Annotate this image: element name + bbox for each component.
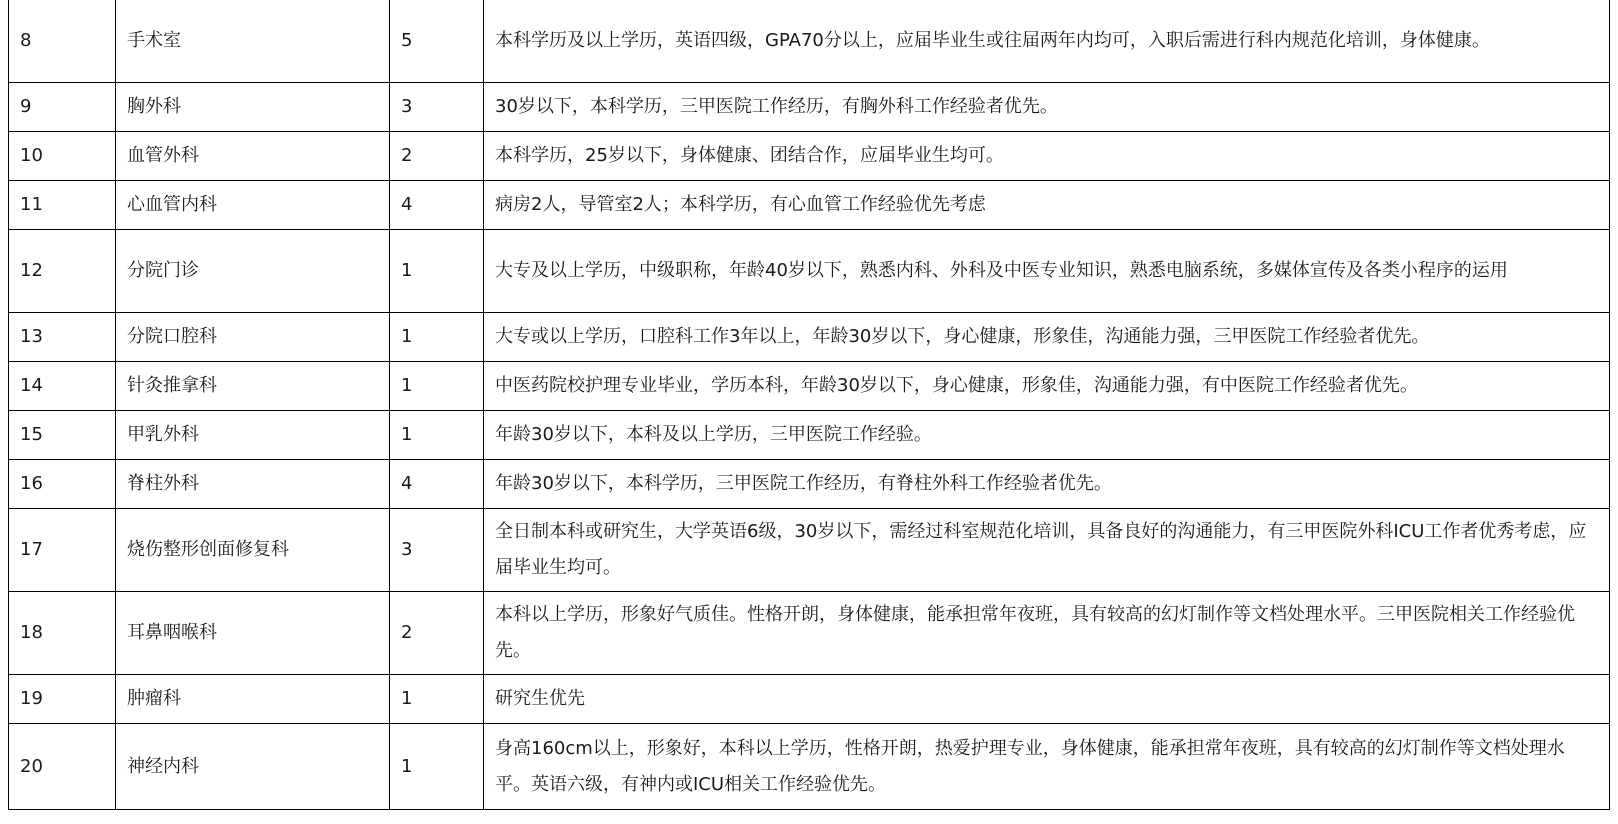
headcount: 1	[390, 230, 484, 313]
table-row	[9, 313, 1610, 362]
row-number: 10	[9, 132, 116, 181]
table-row	[9, 509, 1610, 592]
headcount: 1	[390, 313, 484, 362]
table-row	[9, 724, 1610, 810]
headcount: 1	[390, 411, 484, 460]
row-number: 14	[9, 362, 116, 411]
department-name: 神经内科	[116, 724, 390, 810]
requirements: 全日制本科或研究生，大学英语6级，30岁以下，需经过科室规范化培训，具备良好的沟通能力，有三甲医院外科ICU工作者优秀考虑，应届毕业生均可。	[484, 509, 1610, 592]
table-row	[9, 592, 1610, 675]
row-number: 12	[9, 230, 116, 313]
requirements: 本科学历及以上学历，英语四级，GPA70分以上，应届毕业生或往届两年内均可，入职后需进行科内规范化培训，身体健康。	[484, 0, 1610, 83]
department-name: 分院口腔科	[116, 313, 390, 362]
requirements: 30岁以下，本科学历，三甲医院工作经历，有胸外科工作经验者优先。	[484, 83, 1610, 132]
row-number: 8	[9, 0, 116, 83]
department-name: 耳鼻咽喉科	[116, 592, 390, 675]
table-body	[9, 0, 1610, 810]
department-name: 烧伤整形创面修复科	[116, 509, 390, 592]
headcount: 4	[390, 181, 484, 230]
department-name: 甲乳外科	[116, 411, 390, 460]
table-row	[9, 132, 1610, 181]
department-name: 心血管内科	[116, 181, 390, 230]
requirements: 研究生优先	[484, 675, 1610, 724]
headcount: 2	[390, 592, 484, 675]
requirements: 大专或以上学历，口腔科工作3年以上，年龄30岁以下，身心健康，形象佳，沟通能力强，三甲医院工作经验者优先。	[484, 313, 1610, 362]
department-name: 脊柱外科	[116, 460, 390, 509]
recruitment-table	[8, 0, 1610, 810]
table-row	[9, 460, 1610, 509]
row-number: 11	[9, 181, 116, 230]
table-row	[9, 411, 1610, 460]
headcount: 3	[390, 83, 484, 132]
row-number: 18	[9, 592, 116, 675]
row-number: 16	[9, 460, 116, 509]
requirements: 病房2人，导管室2人；本科学历，有心血管工作经验优先考虑	[484, 181, 1610, 230]
department-name: 分院门诊	[116, 230, 390, 313]
table-row	[9, 362, 1610, 411]
requirements: 年龄30岁以下，本科学历，三甲医院工作经历，有脊柱外科工作经验者优先。	[484, 460, 1610, 509]
table-row	[9, 181, 1610, 230]
department-name: 手术室	[116, 0, 390, 83]
requirements: 年龄30岁以下，本科及以上学历，三甲医院工作经验。	[484, 411, 1610, 460]
department-name: 血管外科	[116, 132, 390, 181]
row-number: 13	[9, 313, 116, 362]
row-number: 17	[9, 509, 116, 592]
headcount: 4	[390, 460, 484, 509]
requirements: 本科学历，25岁以下，身体健康、团结合作，应届毕业生均可。	[484, 132, 1610, 181]
requirements: 身高160cm以上，形象好，本科以上学历，性格开朗，热爱护理专业，身体健康，能承担常年夜班，具有较高的幻灯制作等文档处理水平。英语六级，有神内或ICU相关工作经验优先。	[484, 724, 1610, 810]
headcount: 2	[390, 132, 484, 181]
requirements: 本科以上学历，形象好气质佳。性格开朗，身体健康，能承担常年夜班，具有较高的幻灯制作等文档处理水平。三甲医院相关工作经验优先。	[484, 592, 1610, 675]
row-number: 9	[9, 83, 116, 132]
department-name: 针灸推拿科	[116, 362, 390, 411]
row-number: 19	[9, 675, 116, 724]
table-row	[9, 83, 1610, 132]
table-row	[9, 675, 1610, 724]
headcount: 1	[390, 724, 484, 810]
department-name: 胸外科	[116, 83, 390, 132]
row-number: 20	[9, 724, 116, 810]
department-name: 肿瘤科	[116, 675, 390, 724]
requirements: 中医药院校护理专业毕业，学历本科，年龄30岁以下，身心健康，形象佳，沟通能力强，有中医院工作经验者优先。	[484, 362, 1610, 411]
headcount: 3	[390, 509, 484, 592]
headcount: 5	[390, 0, 484, 83]
headcount: 1	[390, 362, 484, 411]
requirements: 大专及以上学历，中级职称，年龄40岁以下，熟悉内科、外科及中医专业知识，熟悉电脑系统，多媒体宣传及各类小程序的运用	[484, 230, 1610, 313]
row-number: 15	[9, 411, 116, 460]
table-row	[9, 230, 1610, 313]
table-row	[9, 0, 1610, 83]
headcount: 1	[390, 675, 484, 724]
